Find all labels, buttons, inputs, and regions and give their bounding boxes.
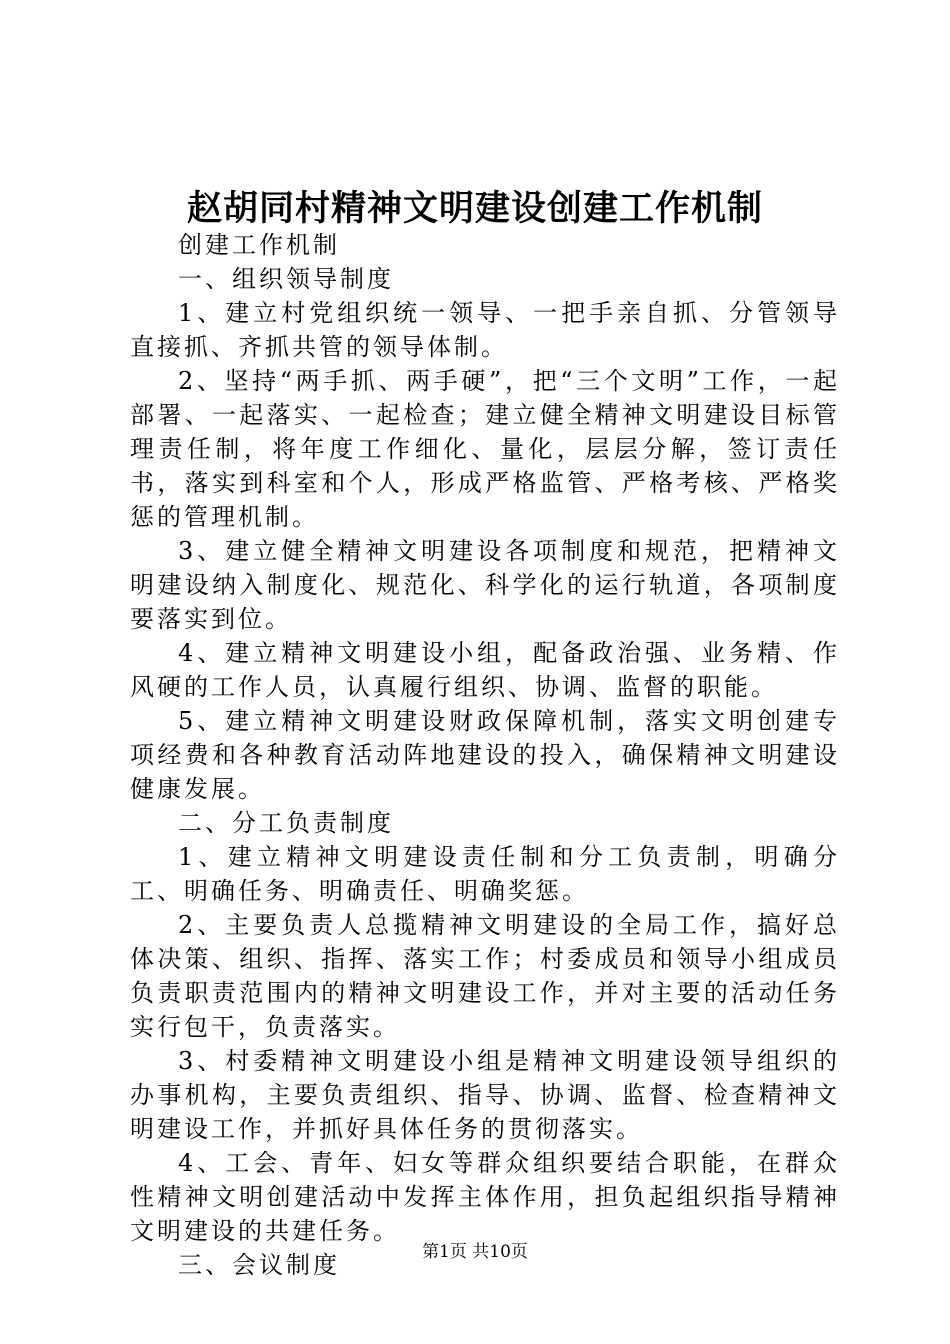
document-title: 赵胡同村精神文明建设创建工作机制	[186, 188, 763, 229]
paragraph: 1、建立村党组织统一领导、一把手亲自抓、分管领导直接抓、齐抓共管的领导体制。	[130, 299, 840, 361]
document-body	[130, 228, 840, 1282]
paragraph: 创建工作机制	[178, 231, 340, 259]
paragraph: 4、工会、青年、妇女等群众组织要结合职能，在群众性精神文明创建活动中发挥主体作用，担负起组织指导精神文明建设的共建任务。	[130, 1149, 840, 1245]
page-footer: 第1页 共10页	[422, 1242, 528, 1262]
section-heading: 三、会议制度	[178, 1251, 340, 1279]
paragraph: 2、坚持“两手抓、两手硬”，把“三个文明”工作，一起部署、一起落实、一起检查；建立健全精神文明建设目标管理责任制，将年度工作细化、量化，层层分解，签订责任书，落实到科室和个人，形成严格监管、严格考核、严格奖惩的管理机制。	[130, 367, 840, 531]
paragraph: 3、建立健全精神文明建设各项制度和规范，把精神文明建设纳入制度化、规范化、科学化的运行轨道，各项制度要落实到位。	[130, 537, 840, 633]
paragraph: 4、建立精神文明建设小组，配备政治强、业务精、作风硬的工作人员，认真履行组织、协调、监督的职能。	[130, 639, 840, 701]
paragraph: 1、建立精神文明建设责任制和分工负责制，明确分工、明确任务、明确责任、明确奖惩。	[130, 843, 840, 905]
section-heading: 二、分工负责制度	[178, 809, 394, 837]
section-heading: 一、组织领导制度	[178, 265, 394, 293]
paragraph: 2、主要负责人总揽精神文明建设的全局工作，搞好总体决策、组织、指挥、落实工作；村委成员和领导小组成员负责职责范围内的精神文明建设工作，并对主要的活动任务实行包干，负责落实。	[130, 911, 840, 1041]
paragraph: 5、建立精神文明建设财政保障机制，落实文明创建专项经费和各种教育活动阵地建设的投入，确保精神文明建设健康发展。	[130, 707, 840, 803]
paragraph: 3、村委精神文明建设小组是精神文明建设领导组织的办事机构，主要负责组织、指导、协调、监督、检查精神文明建设工作，并抓好具体任务的贯彻落实。	[130, 1047, 840, 1143]
